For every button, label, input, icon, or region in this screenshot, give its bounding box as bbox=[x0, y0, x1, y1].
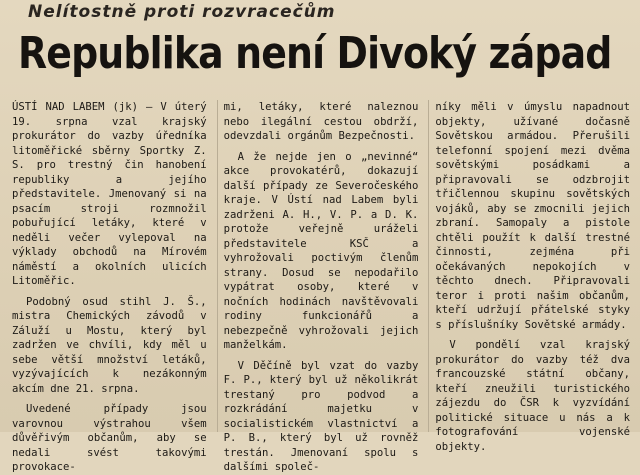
article-column-2 bbox=[217, 100, 419, 473]
paragraph: níky měli v úmyslu napadnout objekty, užívané dočasně Sovětskou armádou. Přerušili telefonní spojení mezi dvěma sovětskými posádkami a připravovali se odzbrojit třičlennou skupinu sovětských vojáků, aby se zmocnili jejich zbraní. Samopaly a pistole chtěli použít k další trestné činnosti, zejména při očekávaných nepokojích v těchto dnech. Připravovali teror i proti našim občanům, kteří udržují přátelské styky s příslušníky Sovětské armády. bbox=[435, 101, 631, 331]
headline: Republika není Divoký západ bbox=[18, 28, 612, 79]
paragraph: Uvedené případy jsou varovnou výstrahou všem důvěřivým občanům, aby se nedali svést takovými provokace- bbox=[12, 403, 207, 473]
paragraph: ÚSTÍ NAD LABEM (jk) — V úterý 19. srpna vzal krajský prokurátor do vazby úředníka litoměřické sběrny Sportky Z. S. pro trestný čin hanobení republiky a jejího představitele. Jmenovaný si na psacím stroji rozmnožil pobuřující letáky, které v neděli večer vylepoval na výklady obchodů na Mírovém náměstí a okolních ulicích Litoměřic. bbox=[12, 101, 207, 287]
paragraph: V pondělí vzal krajský prokurátor do vazby též dva francouzské státní občany, kteří zneužili turistického zájezdu do ČSR k vyzvídání politické situace u nás a k fotografování vojenské objekty. bbox=[435, 339, 631, 453]
article-column-1 bbox=[12, 100, 207, 473]
article-column-3 bbox=[428, 100, 631, 453]
paragraph: mi, letáky, které naleznou nebo ilegální cestou obdrží, odevzdali orgánům Bezpečnosti. bbox=[223, 101, 419, 142]
kicker: Nelítostně proti rozvracečům bbox=[28, 2, 336, 22]
paragraph: V Děčíně byl vzat do vazby F. P., který byl už několikrát trestaný pro podvod a rozkrádání majetku v socialistickém vlastnictví a P. B., který byl už rovněž trestán. Jmenovaní spolu s dalšími společ- bbox=[223, 359, 419, 473]
article-body bbox=[12, 100, 631, 473]
paragraph: Podobný osud stihl J. Š., mistra Chemických závodů v Záluží u Mostu, který byl zadržen ve chvíli, kdy měl u sebe větší množství letáků, vyzývajících k nezákonným akcím dne 21. srpna. bbox=[12, 295, 207, 395]
paragraph: A že nejde jen o „nevinné“ akce provokatérů, dokazují další případy ze Severočeského kraje. V Ústí nad Labem byli zadrženi A. H., V. P. a D. K. protože veřejně uráželi představitele KSČ a vyhrožovali poctivým členům strany. Dosud se nepodařilo vypátrat osoby, které v nočních hodinách navštěvovali rodiny funkcionářů a nebezpečně vyhrožovali jejich manželkám. bbox=[223, 150, 419, 351]
